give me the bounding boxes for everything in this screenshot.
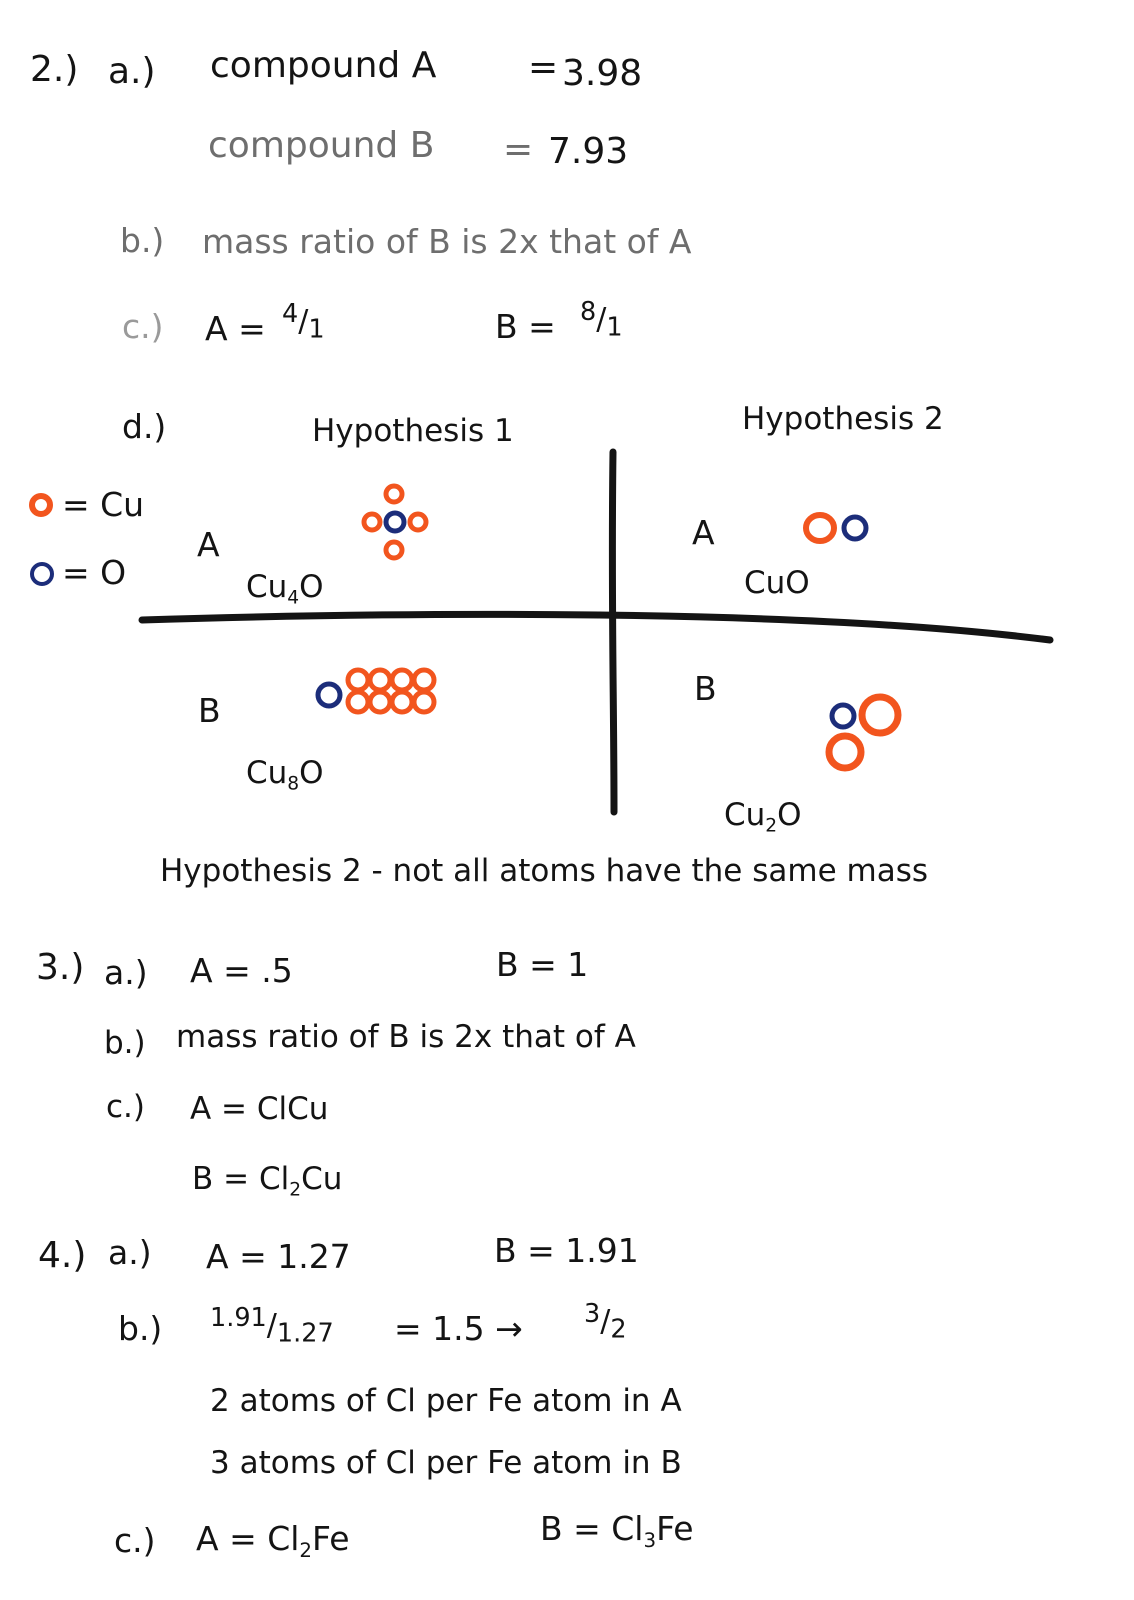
q4c-b bbox=[540, 1509, 694, 1552]
vertical-divider bbox=[612, 452, 614, 812]
q2a-compound-b: compound B bbox=[208, 125, 435, 166]
q2-number: 2.) bbox=[30, 49, 79, 90]
q4a-b: B = 1.91 bbox=[494, 1231, 639, 1270]
h2-b-formula-sub: 2 bbox=[765, 815, 778, 837]
q4c-b-post: Fe bbox=[656, 1509, 694, 1548]
h2-b-formula-end: O bbox=[777, 797, 802, 833]
q3b-text: mass ratio of B is 2x that of A bbox=[176, 1019, 636, 1055]
h1-a-formula-base: Cu bbox=[246, 569, 288, 605]
q2c-b-fraction: $^8/_1$ bbox=[580, 297, 623, 343]
q4b-result-fraction: $^3/_2$ bbox=[584, 1299, 627, 1345]
q4c-b-pre: B = Cl bbox=[540, 1509, 644, 1548]
h1-b-formula-end: O bbox=[299, 755, 324, 791]
q2a-compound-a-value: 3.98 bbox=[562, 53, 643, 94]
q4b-label: b.) bbox=[118, 1309, 163, 1348]
h2-b-molecule bbox=[829, 697, 898, 768]
h2-b-formula bbox=[724, 797, 802, 837]
hypothesis-2-title: Hypothesis 2 bbox=[742, 401, 944, 437]
q3c-a: A = ClCu bbox=[190, 1091, 329, 1127]
q2c-b-num: 8 bbox=[580, 297, 597, 327]
q4c-label: c.) bbox=[114, 1521, 156, 1560]
q4c-a-post: Fe bbox=[312, 1519, 350, 1558]
h1-a-formula-sub: 4 bbox=[287, 587, 300, 609]
q4b-ratio: $^{1.91}/_{1.27}$ bbox=[210, 1303, 334, 1349]
q4b-res-den: 2 bbox=[610, 1314, 627, 1345]
q2c-b-den: 1 bbox=[606, 312, 623, 343]
q2c-a-name: A = bbox=[205, 309, 266, 348]
q4-number: 4.) bbox=[38, 1235, 87, 1276]
q4b-line1: 2 atoms of Cl per Fe atom in A bbox=[210, 1383, 682, 1419]
legend-o-atom bbox=[32, 564, 52, 584]
q2a-equals-a: = bbox=[528, 47, 559, 88]
q2a-label: a.) bbox=[108, 51, 156, 92]
q4c-b-sub: 3 bbox=[643, 1528, 657, 1552]
h1-a-formula bbox=[246, 569, 324, 609]
q3a-label: a.) bbox=[104, 953, 148, 992]
h2-b-formula-base: Cu bbox=[724, 797, 766, 833]
q4c-a bbox=[196, 1519, 350, 1562]
legend-cu-text: = Cu bbox=[62, 485, 145, 524]
horizontal-divider bbox=[142, 614, 1050, 640]
q3a-b: B = 1 bbox=[496, 945, 589, 984]
h1-b-formula-base: Cu bbox=[246, 755, 288, 791]
h2-a-formula: CuO bbox=[744, 565, 810, 601]
q3c-label: c.) bbox=[106, 1089, 145, 1125]
h1-b-molecule bbox=[318, 670, 434, 712]
q4b-res-num: 3 bbox=[584, 1299, 601, 1329]
h1-a-label: A bbox=[197, 525, 220, 564]
q3a-a: A = .5 bbox=[190, 951, 293, 990]
h1-b-formula-sub: 8 bbox=[287, 773, 300, 795]
h2-a-label: A bbox=[692, 513, 715, 552]
q3-number: 3.) bbox=[36, 947, 85, 988]
q3b-label: b.) bbox=[104, 1025, 146, 1061]
q2a-compound-a: compound A bbox=[210, 45, 437, 86]
q2a-compound-b-value: 7.93 bbox=[548, 131, 629, 172]
q2c-b-name: B = bbox=[495, 307, 556, 346]
q4b-result: = 1.5 → bbox=[394, 1309, 523, 1348]
h1-b-label: B bbox=[198, 691, 221, 730]
q4c-a-pre: A = Cl bbox=[196, 1519, 300, 1558]
q2b-text: mass ratio of B is 2x that of A bbox=[202, 222, 692, 261]
q2-conclusion: Hypothesis 2 - not all atoms have the same mass bbox=[160, 853, 928, 889]
legend-cu-atom bbox=[32, 496, 50, 514]
legend-o-text: = O bbox=[62, 553, 127, 592]
q3c-b-post: Cu bbox=[301, 1161, 343, 1197]
q4a-a: A = 1.27 bbox=[206, 1237, 351, 1276]
q3c-b-pre: B = Cl bbox=[192, 1161, 290, 1197]
q2b-label: b.) bbox=[120, 221, 165, 260]
h1-b-formula bbox=[246, 755, 324, 795]
h2-a-molecule bbox=[806, 515, 866, 541]
q4b-ratio-num: 1.91 bbox=[210, 1303, 267, 1333]
h1-a-formula-end: O bbox=[299, 569, 324, 605]
h2-b-label: B bbox=[694, 669, 717, 708]
q2a-equals-b: = bbox=[503, 129, 534, 170]
hypothesis-1-title: Hypothesis 1 bbox=[312, 413, 514, 449]
q4a-label: a.) bbox=[108, 1233, 152, 1272]
q2d-label: d.) bbox=[122, 407, 167, 446]
q4c-a-sub: 2 bbox=[299, 1538, 313, 1562]
q4b-line2: 3 atoms of Cl per Fe atom in B bbox=[210, 1445, 682, 1481]
q2c-label: c.) bbox=[122, 307, 164, 346]
q3c-b bbox=[192, 1161, 343, 1201]
q4b-ratio-den: 1.27 bbox=[276, 1318, 334, 1349]
h1-a-molecule bbox=[364, 486, 426, 558]
q2c-a-den: 1 bbox=[308, 314, 325, 345]
q3c-b-sub: 2 bbox=[289, 1179, 302, 1201]
q2c-a-fraction: $^4/_1$ bbox=[282, 299, 325, 345]
q2c-a-num: 4 bbox=[282, 299, 299, 329]
